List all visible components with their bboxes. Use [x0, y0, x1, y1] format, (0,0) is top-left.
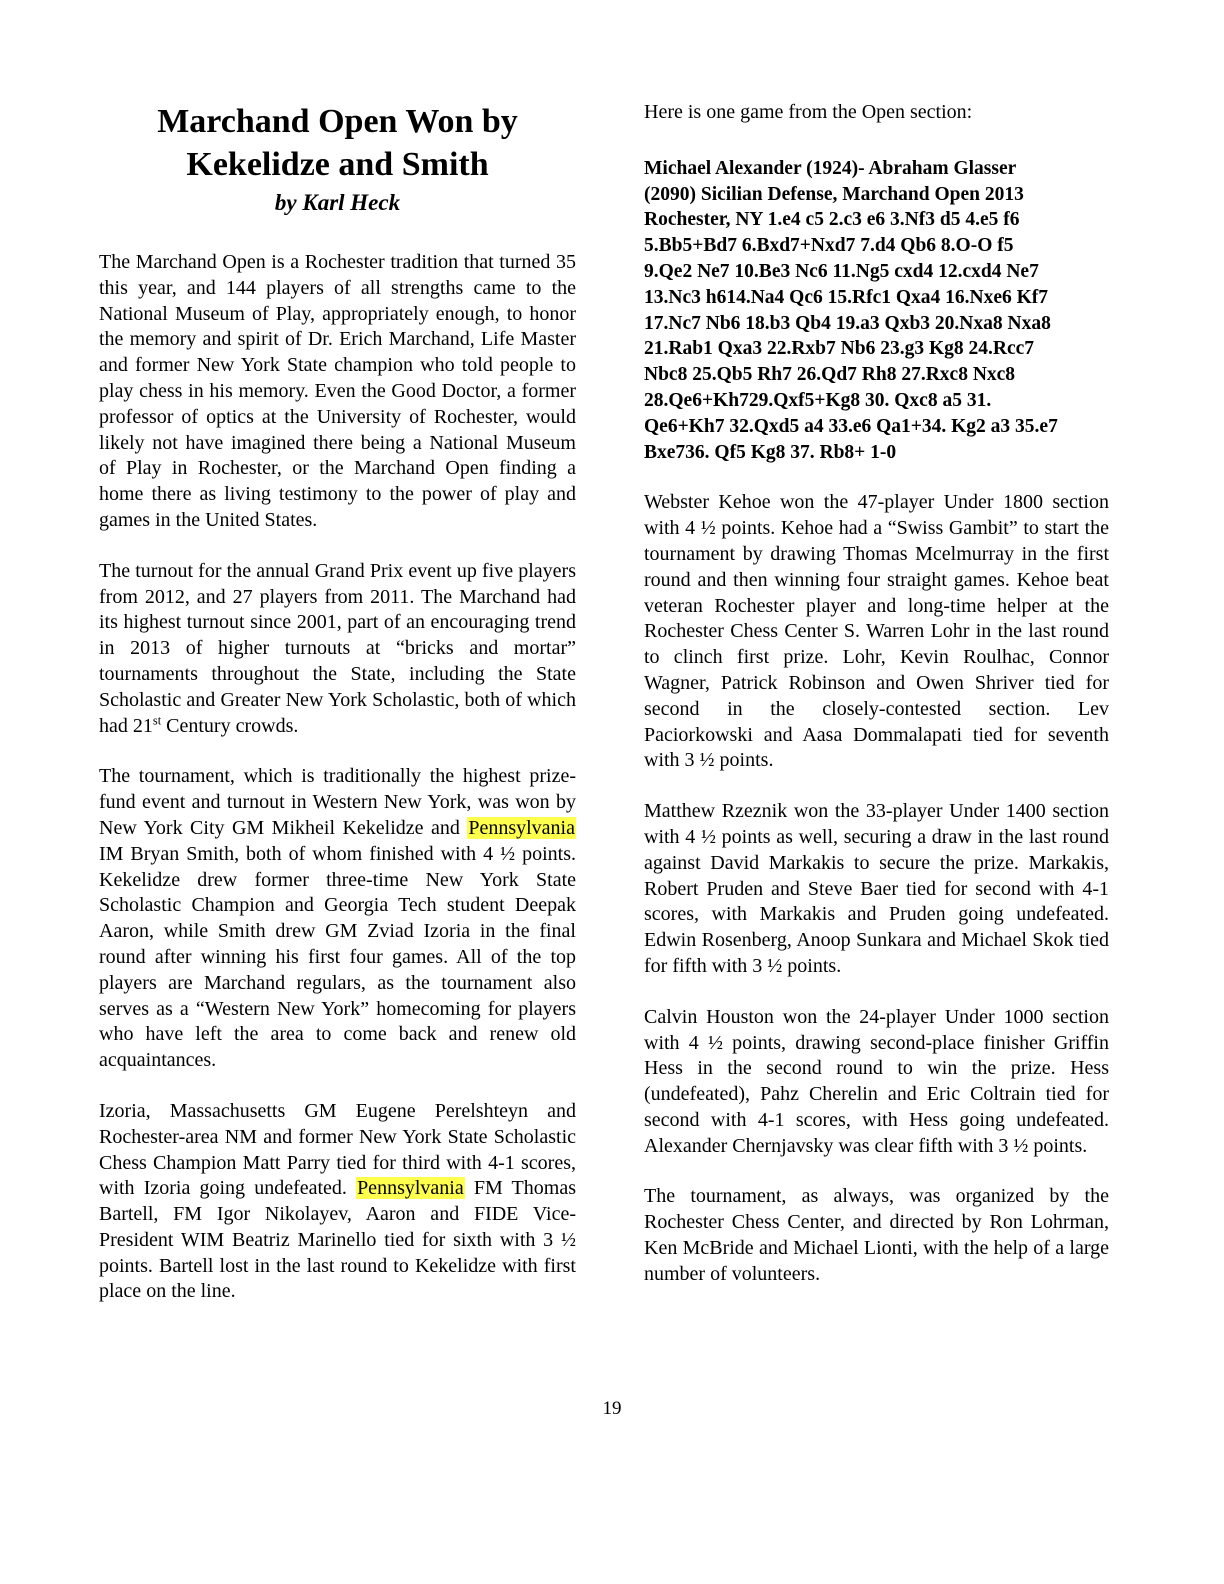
paragraph	[99, 1099, 576, 1305]
left-column	[99, 100, 576, 1305]
paragraph	[644, 799, 1109, 980]
text-run: IM Bryan Smith, both of whom finished with 4 ½ points. Kekelidze drew former three-time New York State Scholastic Champion and Georgia Tech student Deepak Aaron, while Smith drew GM Zviad Izoria in the final round after winning his first four games. All of the top players are Marchand regulars, as the tournament also serves as a “Western New York” homecoming for players who have left the area to come back and renew old acquaintances.	[99, 842, 576, 1072]
game-notation	[644, 156, 1109, 466]
game-notation-line: 17.Nc7 Nb6 18.b3 Qb4 19.a3 Qxb3 20.Nxa8 Nxa8	[644, 312, 1051, 334]
highlighted-text: Pennsylvania	[468, 816, 575, 839]
paragraph	[644, 1005, 1109, 1160]
article-title-line1: Marchand Open Won by	[157, 103, 518, 140]
article-title	[99, 100, 576, 186]
highlighted-text: Pennsylvania	[357, 1177, 464, 1200]
game-notation-line: 13.Nc3 h614.Na4 Qc6 15.Rfc1 Qxa4 16.Nxe6 Kf7	[644, 286, 1049, 308]
game-notation-line: 21.Rab1 Qxa3 22.Rxb7 Nb6 23.g3 Kg8 24.Rcc7	[644, 338, 1035, 360]
game-notation-line: Nbc8 25.Qb5 Rh7 26.Qd7 Rh8 27.Rxc8 Nxc8	[644, 364, 1016, 386]
text-run: FM Thomas Bartell, FM Igor Nikolayev, Aaron and FIDE Vice-President WIM Beatriz Marinello tied for sixth with 3 ½ points. Bartell lost in the last round to Kekelidze with first place on the line.	[99, 1177, 576, 1303]
paragraph	[644, 490, 1109, 774]
text-run: Matthew Rzeznik won the 33-player Under 1400 section with 4 ½ points as well, securing a draw in the last round against David Markakis to secure the prize. Markakis, Robert Pruden and Steve Baer tied for second with 4-1 scores, with Markakis and Pruden going undefeated. Edwin Rosenberg, Anoop Sunkara and Michael Skok tied for fifth with 3 ½ points.	[644, 800, 1109, 977]
text-run: Webster Kehoe won the 47-player Under 1800 section with 4 ½ points. Kehoe had a “Swiss Gambit” to start the tournament by drawing Thomas Mcelmurray in the first round and then winning four straight games. Kehoe beat veteran Rochester player and long-time helper at the Rochester Chess Center S. Warren Lohr in the last round to clinch first prize. Lohr, Kevin Roulhac, Connor Wagner, Patrick Robinson and Owen Shriver tied for second in the closely-contested section. Lev Paciorkowski and Aasa Dommalapati tied for seventh with 3 ½ points.	[644, 491, 1109, 772]
game-notation-line: Bxe736. Qf5 Kg8 37. Rb8+ 1-0	[644, 441, 897, 463]
paragraph	[644, 1184, 1109, 1287]
game-notation-line: Rochester, NY 1.e4 c5 2.c3 e6 3.Nf3 d5 4.e5 f6	[644, 209, 1020, 231]
game-notation-line: Qe6+Kh7 32.Qxd5 a4 33.e6 Qa1+34. Kg2 a3 35.e7	[644, 415, 1058, 437]
game-notation-line: 9.Qe2 Ne7 10.Be3 Nc6 11.Ng5 cxd4 12.cxd4 Ne7	[644, 260, 1039, 282]
paragraph	[99, 559, 576, 740]
game-notation-line: (2090) Sicilian Defense, Marchand Open 2013	[644, 183, 1024, 205]
text-run: The turnout for the annual Grand Prix event up five players from 2012, and 27 players from 2011. The Marchand had its highest turnout since 2001, part of an encouraging trend in 2013 of higher turnouts at “bricks and mortar” tournaments throughout the State, including the State Scholastic and Greater New York Scholastic, both of which had 21	[99, 559, 576, 737]
article-title-line2: Kekelidze and Smith	[186, 146, 489, 183]
paragraph	[99, 250, 576, 534]
game-notation-line: Michael Alexander (1924)- Abraham Glasser	[644, 157, 1017, 179]
text-run: The tournament, which is traditionally the highest prize-fund event and turnout in Western New York, was won by New York City GM Mikheil Kekelidze and	[99, 765, 576, 839]
game-notation-line: 28.Qe6+Kh729.Qxf5+Kg8 30. Qxc8 a5 31.	[644, 389, 992, 411]
game-intro-text: Here is one game from the Open section:	[644, 101, 973, 123]
text-run: Century crowds.	[161, 714, 299, 737]
right-column-paragraphs	[644, 490, 1109, 1287]
superscript-text: st	[152, 712, 162, 727]
page-number: 19	[602, 1398, 622, 1419]
right-column	[644, 100, 1109, 1288]
paragraph	[99, 764, 576, 1074]
text-run: Izoria, Massachusetts GM Eugene Perelshteyn and Rochester-area NM and former New York State Scholastic Chess Champion Matt Parry tied for third with 4-1 scores, with Izoria going undefeated.	[99, 1099, 576, 1200]
left-column-paragraphs	[99, 250, 576, 1305]
text-run: Calvin Houston won the 24-player Under 1000 section with 4 ½ points, drawing second-place finisher Griffin Hess in the second round to win the prize. Hess (undefeated), Pahz Cherelin and Eric Coltrain tied for second with 4-1 scores, with Hess going undefeated. Alexander Chernjavsky was clear fifth with 3 ½ points.	[644, 1005, 1109, 1157]
text-run: The tournament, as always, was organized by the Rochester Chess Center, and directed by Ron Lohrman, Ken McBride and Michael Lionti, with the help of a large number of volunteers.	[644, 1185, 1109, 1285]
text-run: The Marchand Open is a Rochester tradition that turned 35 this year, and 144 players of all strengths came to the National Museum of Play, appropriately enough, to honor the memory and spirit of Dr. Erich Marchand, Life Master and former New York State champion who told people to play chess in his memory. Even the Good Doctor, a former professor of optics at the University of Rochester, would likely not have imagined there being a National Museum of Play in Rochester, or the Marchand Open finding a home there as living testimony to the power of play and games in the United States.	[99, 251, 576, 531]
article-byline: by Karl Heck	[274, 190, 401, 215]
game-notation-line: 5.Bb5+Bd7 6.Bxd7+Nxd7 7.d4 Qb6 8.O-O f5	[644, 235, 1014, 257]
